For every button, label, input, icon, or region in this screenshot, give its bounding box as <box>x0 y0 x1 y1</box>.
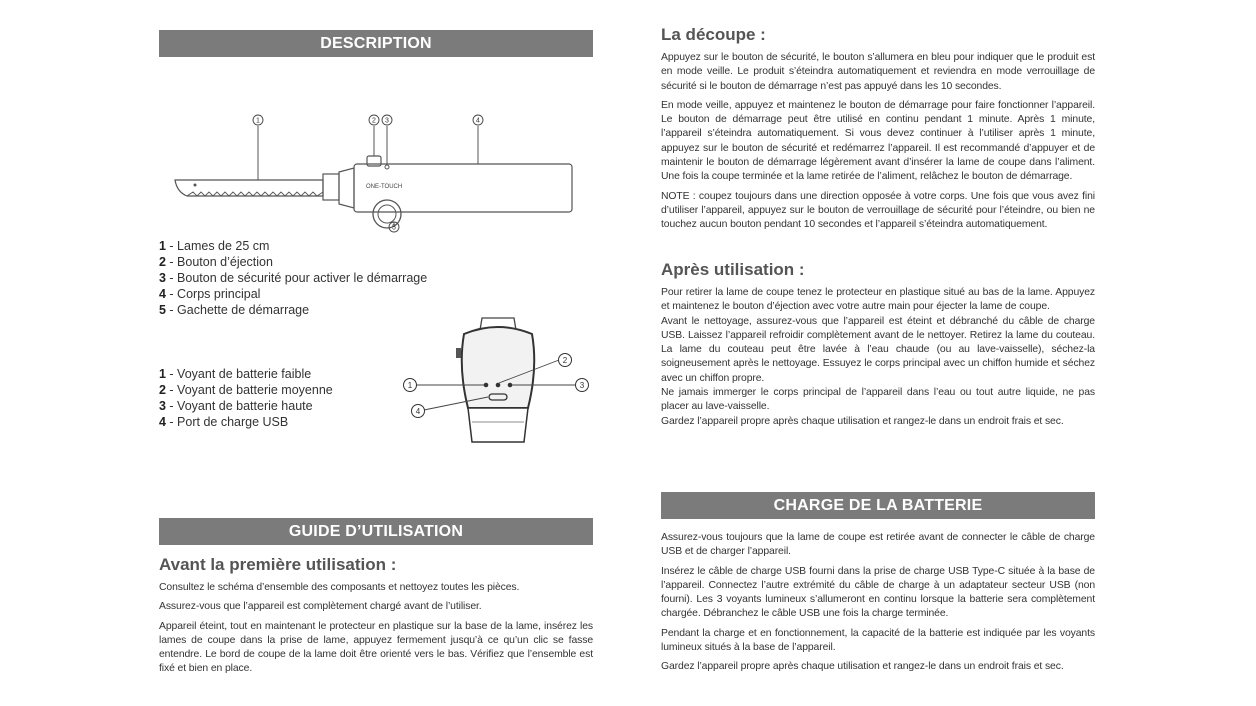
legend-item: 2 - Bouton d’éjection <box>159 255 273 269</box>
charge-paragraph: Assurez-vous toujours que la lame de coupe est retirée avant de connecter le câble de charge USB et de charger l’appareil. <box>661 532 1095 558</box>
knife-diagram <box>165 108 585 238</box>
apres-paragraph: Avant le nettoyage, assurez-vous que l’appareil est éteint et débranché du câble de charge USB. Laissez l’appareil refroidir complètement avant de le nettoyer. Retirez la lame du couteau. La lame du couteau peut être lavée à l’eau chaude (ou au lave-vaisselle), séchez-la soigneusement après le nettoyage. Essuyez le corps principal avec un chiffon humide et séchez avec un chiffon propre. <box>661 315 1095 384</box>
callout-4: 4 <box>415 407 421 416</box>
charge-banner: CHARGE DE LA BATTERIE <box>661 492 1095 519</box>
apres-heading: Après utilisation : <box>661 260 805 279</box>
legend-item: 5 - Gachette de démarrage <box>159 303 310 317</box>
guide-heading: Avant la première utilisation : <box>159 555 397 574</box>
callout-2: 2 <box>372 117 376 125</box>
callout-2: 2 <box>562 356 568 365</box>
callout-3: 3 <box>385 117 389 125</box>
legend-item: 3 - Bouton de sécurité pour activer le démarrage <box>159 271 428 285</box>
legend-item: 4 - Corps principal <box>159 287 261 301</box>
parts-legend <box>159 238 427 318</box>
guide-banner: GUIDE D’UTILISATION <box>159 518 593 545</box>
decoupe-heading: La découpe : <box>661 25 766 44</box>
guide-paragraph: Consultez le schéma d’ensemble des composants et nettoyez toutes les pièces. <box>159 582 520 593</box>
legend-item: 1 - Lames de 25 cm <box>159 239 270 253</box>
decoupe-paragraph: Appuyez sur le bouton de sécurité, le bouton s’allumera en bleu pour indiquer que le produit est en mode veille. Le produit s’éteindra automatiquement et reviendra en mode verrouillage de sécurité si le bouton de démarrage n’est pas appuyé dans les 10 secondes. <box>661 52 1095 92</box>
apres-paragraph: Gardez l’appareil propre après chaque utilisation et rangez-le dans un endroit frais et sec. <box>661 415 1064 427</box>
apres-paragraph: Pour retirer la lame de coupe tenez le protecteur en plastique situé au bas de la lame. Appuyez et maintenez le bouton d’éjection avec votre autre main pour éjecter la lame de coupe. <box>661 287 1095 313</box>
decoupe-paragraph: En mode veille, appuyez et maintenez le bouton de démarrage pour faire fonctionner l’appareil. Le bouton de démarrage peut être utilisé en continu pendant 1 minute. Après 1 minute, l’appareil s’éteindra automatiquement. Si vous devez continuer à l’utiliser après 1 minute, appuyez sur le bouton de sécurité et redémarrez l’appareil. Il est recommandé d’appuyer et de maintenir le bouton de démarrage légèrement avant d’insérer la lame de coupe dans l’aliment. Une fois la coupe terminée et la lame retirée de l’aliment, relâchez le bouton de démarrage. <box>661 99 1095 183</box>
brand-label: ONE-TOUCH <box>366 184 403 190</box>
apres-paragraph: Ne jamais immerger le corps principal de l’appareil dans l’eau ou tout autre liquide, ne pas placer au lave-vaisselle. <box>661 387 1095 413</box>
legend-item: 4 - Port de charge USB <box>159 415 289 429</box>
guide-section <box>159 555 593 682</box>
charge-paragraph: Gardez l’appareil propre après chaque utilisation et rangez-le dans un endroit frais et sec. <box>661 661 1064 673</box>
guide-paragraph: Appareil éteint, tout en maintenant le protecteur en plastique sur la base de la lame, insérez les lames de coupe dans la prise de lame, appuyez fermement jusqu’à ce qu’un clic se fasse entendre. Le bord de coupe de la lame doit être orienté vers le bas. Vérifiez que l’ensemble est fixé et bien en place. <box>159 620 593 675</box>
callout-1: 1 <box>256 117 260 125</box>
callout-5: 5 <box>392 224 396 232</box>
legend-item: 3 - Voyant de batterie haute <box>159 399 313 413</box>
battery-legend <box>159 366 333 430</box>
description-banner: DESCRIPTION <box>159 30 593 57</box>
legend-item: 1 - Voyant de batterie faible <box>159 367 312 381</box>
decoupe-section <box>661 25 1095 238</box>
legend-item: 2 - Voyant de batterie moyenne <box>159 383 333 397</box>
charge-paragraph: Insérez le câble de charge USB fourni dans la prise de charge USB Type-C située à la base de l’appareil. Connectez l’autre extrémité du câble de charge à un adaptateur secteur USB (non fourni). Les 3 voyants lumineux s’allumeront en continu lorsque la batterie sera complètement chargée. Débranchez le câble USB une fois la charge terminée. <box>661 565 1095 620</box>
charge-section <box>661 531 1095 680</box>
guide-paragraph: Assurez-vous que l’appareil est complètement chargé avant de l’utiliser. <box>159 601 482 613</box>
callout-3: 3 <box>579 381 585 390</box>
charge-paragraph: Pendant la charge et en fonctionnement, la capacité de la batterie est indiquée par les voyants lumineux situés à la base de l’appareil. <box>661 627 1095 654</box>
decoupe-paragraph: NOTE : coupez toujours dans une direction opposée à votre corps. Une fois que vous avez fini d’utiliser l’appareil, appuyez sur le bouton de verrouillage de sécurité pour l’éteindre, ou bien ne touchez aucun bouton pendant 10 secondes et l’appareil s’éteindra automatiquement. <box>661 190 1095 231</box>
callout-1: 1 <box>407 381 413 390</box>
apres-section <box>661 260 1095 429</box>
callout-4: 4 <box>476 117 480 125</box>
handle-base-diagram <box>398 310 598 450</box>
